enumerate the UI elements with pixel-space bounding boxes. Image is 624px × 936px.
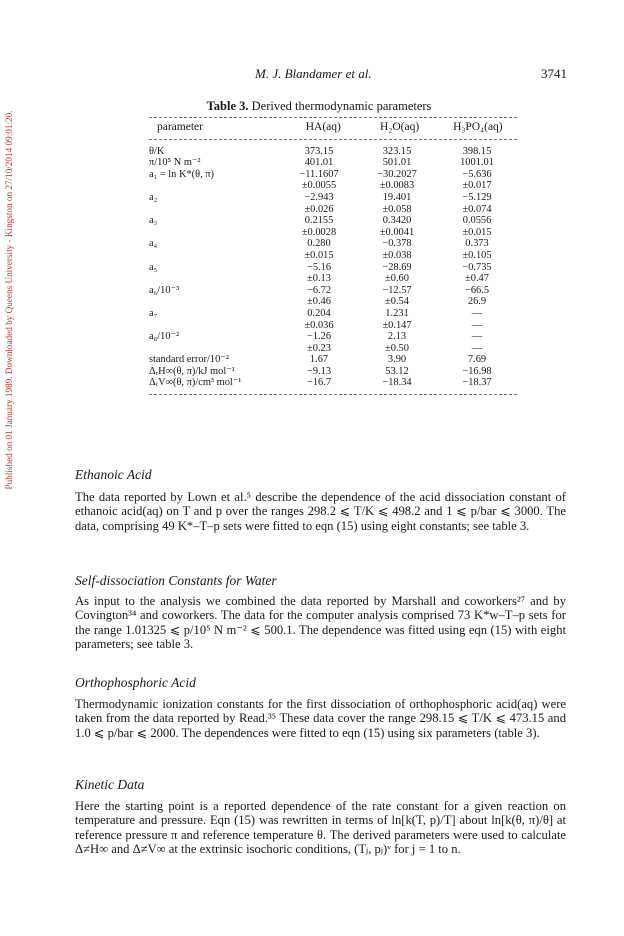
value-cell: ±0.147: [382, 319, 412, 331]
table-bottom-rule: [149, 394, 517, 395]
value-cell: −16.7: [306, 377, 332, 389]
value-cell: 501.01: [382, 157, 412, 169]
value-cell: −0.735: [462, 261, 492, 273]
value-cell: −16.98: [462, 365, 492, 377]
value-cell: 1.231: [385, 307, 409, 319]
value-cell: 401.01: [304, 157, 334, 169]
parameter-cell: π/10⁵ N m⁻²: [149, 157, 201, 169]
value-cell: −5.636: [462, 168, 492, 180]
value-cell: ±0.46: [307, 296, 331, 308]
value-cell: 26.9: [467, 296, 487, 308]
table-row: [149, 227, 517, 239]
table-row: [149, 250, 517, 262]
value-cell: ±0.0055: [301, 180, 337, 192]
value-cell: −2.943: [304, 191, 334, 203]
value-cell: 19.401: [382, 191, 412, 203]
value-cell: ±0.026: [304, 203, 334, 215]
section-paragraph: Here the starting point is a reported dependence of the rate constant for a given reaction on temperature and pressure. Eqn (15) was rewritten in terms of ln[k(T, p)/T] about ln[k(θ, π)/θ] at reference pressure π and reference temperature θ. The derived parameters were used to calculate Δ≠H∞ and Δ≠V∞ at the extrinsic isochoric conditions, (Tⱼ, pⱼ)ᵛ for j = 1 to n.: [75, 799, 566, 856]
value-cell: ±0.0083: [379, 180, 415, 192]
table-row: [149, 215, 517, 227]
value-cell: ±0.0028: [301, 226, 337, 238]
table-header-row: [149, 118, 517, 139]
table-row: [149, 192, 517, 204]
value-cell: ±0.015: [304, 249, 334, 261]
value-cell: −5.16: [306, 261, 332, 273]
value-cell: ±0.23: [307, 342, 331, 354]
table-row: [149, 146, 517, 158]
table-row: [149, 169, 517, 181]
value-cell: ±0.038: [382, 249, 412, 261]
value-cell: 2.13: [387, 331, 407, 343]
value-cell: −30.2027: [377, 168, 417, 180]
download-watermark-text: Published on 01 January 1989. Downloaded by Queens University - Kingston on 27/10/2014 09:01:20.: [4, 110, 14, 490]
page-number: 3741: [541, 66, 567, 81]
section-paragraph: The data reported by Lown et al.⁵ describe the dependence of the acid dissociation constant of ethanoic acid(aq) on T and p over the ranges 298.2 ⩽ T/K ⩽ 498.2 and 1 ⩽ p/bar ⩽ 3000. The data, comprising 49 K*–T–p sets were fitted to eqn (15) using eight constants; see table 3.: [75, 490, 566, 533]
table-row: [149, 204, 517, 216]
value-cell: −12.57: [382, 284, 412, 296]
section-heading: Ethanoic Acid: [75, 467, 152, 482]
value-cell: 1001.01: [460, 157, 494, 169]
section-heading: Orthophosphoric Acid: [75, 675, 196, 690]
table-label: Table 3.: [206, 99, 249, 113]
table-row: [149, 354, 517, 366]
value-cell: ±0.60: [385, 273, 409, 285]
table-row: [149, 262, 517, 274]
parameter-cell: a₄: [149, 238, 158, 250]
value-cell: −0.378: [382, 238, 412, 250]
column-header: parameter: [157, 121, 203, 133]
value-cell: 0.0556: [462, 215, 492, 227]
value-cell: 323.15: [382, 145, 412, 157]
table-row: [149, 331, 517, 343]
value-cell: ±0.105: [462, 249, 492, 261]
value-cell: −6.72: [306, 284, 332, 296]
parameter-cell: a₈/10⁻²: [149, 331, 180, 343]
value-cell: 398.15: [462, 145, 492, 157]
section-paragraph: Thermodynamic ionization constants for the first dissociation of orthophosphoric acid(aq) were taken from the data reported by Read.³⁵ These data cover the range 298.15 ⩽ T/K ⩽ 473.15 and 1.0 ⩽ p/bar ⩽ 2000. The dependences were fitted to eqn (15) using six parameters (table 3).: [75, 697, 566, 740]
value-cell: —: [471, 342, 483, 354]
value-cell: ±0.50: [385, 342, 409, 354]
parameter-cell: a₅: [149, 261, 158, 273]
value-cell: −1.26: [306, 331, 332, 343]
table-row: [149, 343, 517, 355]
value-cell: 0.3420: [382, 215, 412, 227]
value-cell: ±0.13: [307, 273, 331, 285]
parameter-cell: standard error/10⁻²: [149, 354, 229, 366]
value-cell: ±0.47: [465, 273, 489, 285]
value-cell: ±0.015: [462, 226, 492, 238]
parameter-cell: a₆/10⁻³: [149, 284, 180, 296]
value-cell: ±0.074: [462, 203, 492, 215]
value-cell: —: [471, 319, 483, 331]
value-cell: ±0.036: [304, 319, 334, 331]
parameter-cell: a₂: [149, 191, 158, 203]
value-cell: ±0.0041: [379, 226, 415, 238]
parameter-cell: [149, 180, 281, 192]
column-header: H₂O(aq): [380, 121, 420, 133]
column-header: HA(aq): [305, 121, 341, 133]
value-cell: 0.2155: [304, 215, 334, 227]
value-cell: −18.34: [382, 377, 412, 389]
value-cell: 7.69: [467, 354, 487, 366]
value-cell: 53.12: [385, 365, 409, 377]
table-row: [149, 320, 517, 332]
value-cell: 0.280: [307, 238, 331, 250]
table-caption-text: Derived thermodynamic parameters: [251, 99, 432, 113]
value-cell: ±0.058: [382, 203, 412, 215]
parameters-table: [149, 117, 517, 395]
parameter-cell: a₇: [149, 307, 158, 319]
value-cell: —: [471, 331, 483, 343]
column-header: H₃PO₄(aq): [453, 121, 503, 133]
table-row: [149, 296, 517, 308]
section-paragraph: As input to the analysis we combined the data reported by Marshall and coworkers²⁷ and by Covington³⁴ and coworkers. The data for the computer analysis comprised 73 K*w–T–p sets for the range 1.01325 ⩽ p/10⁵ N m⁻² ⩽ 500.1. The dependence was fitted using eqn (15) with eight parameters; see table 3.: [75, 594, 566, 651]
parameter-cell: [149, 296, 281, 308]
parameter-cell: [149, 273, 281, 285]
section-heading: Kinetic Data: [75, 777, 145, 792]
parameter-cell: [149, 204, 281, 216]
table-row: [149, 157, 517, 169]
parameter-cell: [149, 343, 281, 355]
value-cell: 3.90: [387, 354, 407, 366]
table-row: [149, 377, 517, 389]
parameter-cell: [149, 250, 281, 262]
parameter-cell: ΔᵣV∞(θ, π)/cm³ mol⁻¹: [149, 377, 242, 389]
parameter-cell: ΔᵣH∞(θ, π)/kJ mol⁻¹: [149, 365, 235, 377]
table-row: [149, 238, 517, 250]
value-cell: −9.13: [306, 365, 332, 377]
parameter-cell: a₁ = ln K*(θ, π): [149, 168, 215, 180]
parameter-cell: [149, 227, 281, 239]
value-cell: —: [471, 307, 483, 319]
value-cell: 373.15: [304, 145, 334, 157]
value-cell: −28.69: [382, 261, 412, 273]
value-cell: −11.1607: [299, 168, 339, 180]
value-cell: ±0.017: [462, 180, 492, 192]
table-body: [149, 140, 517, 394]
parameter-cell: [149, 320, 281, 332]
value-cell: −5.129: [462, 191, 492, 203]
value-cell: 0.373: [465, 238, 489, 250]
section-heading: Self-dissociation Constants for Water: [75, 573, 277, 588]
value-cell: ±0.54: [385, 296, 409, 308]
table-row: [149, 366, 517, 378]
table-row: [149, 285, 517, 297]
parameter-cell: θ/K: [149, 145, 165, 157]
value-cell: 1.67: [309, 354, 329, 366]
value-cell: −18.37: [462, 377, 492, 389]
value-cell: −66.5: [464, 284, 490, 296]
table-row: [149, 273, 517, 285]
parameter-cell: a₃: [149, 215, 158, 227]
table-row: [149, 180, 517, 192]
value-cell: 0.204: [307, 307, 331, 319]
table-row: [149, 308, 517, 320]
running-head: M. J. Blandamer et al.: [255, 66, 372, 81]
table-caption: [0, 99, 624, 114]
